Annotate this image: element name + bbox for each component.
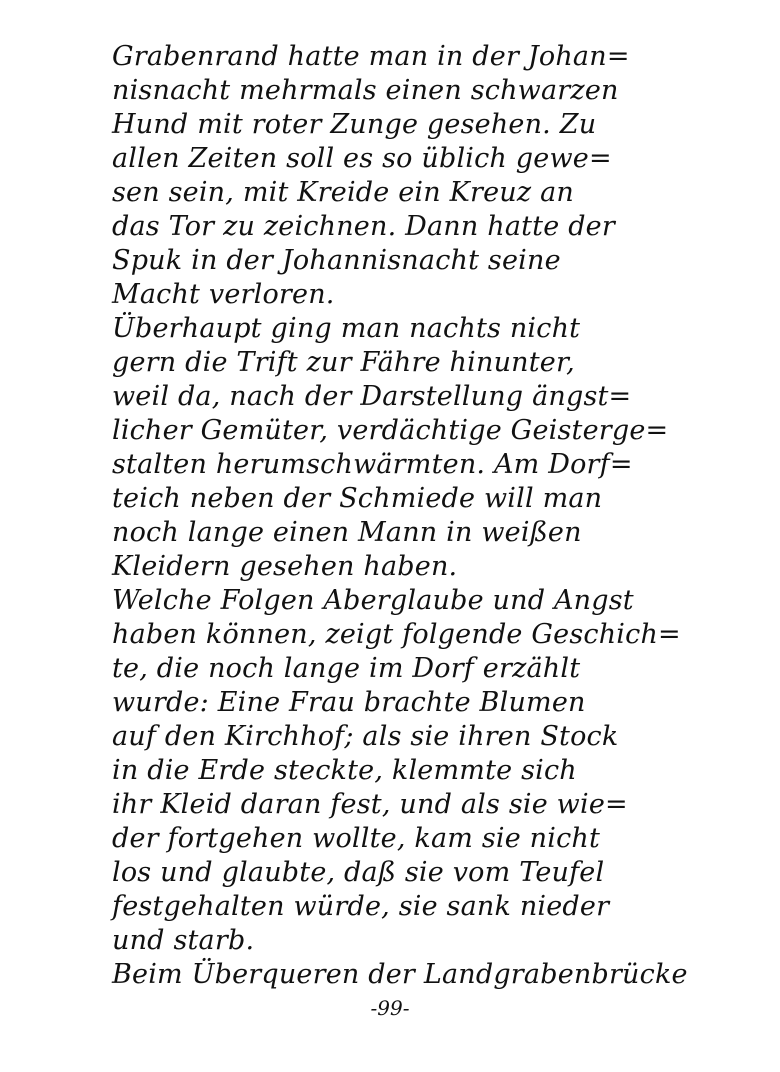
text-line: allen Zeiten soll es so üblich gewe= (112, 143, 612, 174)
handwritten-text-body (112, 40, 752, 992)
text-line: der fortgehen wollte, kam sie nicht (112, 823, 601, 854)
text-line: Macht verloren. (112, 279, 335, 310)
page-number: -99- (370, 996, 410, 1020)
text-line: sen sein, mit Kreide ein Kreuz an (112, 177, 574, 208)
text-line: Beim Überqueren der Landgrabenbrücke (112, 959, 688, 990)
text-line: weil da, nach der Darstellung ängst= (112, 381, 632, 412)
text-line: ihr Kleid daran fest, und als sie wie= (112, 789, 628, 820)
text-line: los und glaubte, daß sie vom Teufel (112, 857, 605, 888)
text-line: Welche Folgen Aberglaube und Angst (112, 585, 634, 616)
text-line: licher Gemüter, verdächtige Geisterge= (112, 415, 669, 446)
text-line: Grabenrand hatte man in der Johan= (112, 41, 630, 72)
text-line: haben können, zeigt folgende Geschich= (112, 619, 681, 650)
text-line: und starb. (112, 925, 255, 956)
text-line: teich neben der Schmiede will man (112, 483, 603, 514)
text-line: te, die noch lange im Dorf erzählt (112, 653, 581, 684)
text-line: gern die Trift zur Fähre hinunter, (112, 347, 575, 378)
text-line: festgehalten würde, sie sank nieder (112, 891, 610, 922)
text-line: Spuk in der Johannisnacht seine (112, 245, 561, 276)
text-line: in die Erde steckte, klemmte sich (112, 755, 577, 786)
text-line: noch lange einen Mann in weißen (112, 517, 582, 548)
text-line: Hund mit roter Zunge gesehen. Zu (112, 109, 597, 140)
text-line: Überhaupt ging man nachts nicht (112, 313, 581, 344)
text-line: nisnacht mehrmals einen schwarzen (112, 75, 619, 106)
text-line: Kleidern gesehen haben. (112, 551, 458, 582)
text-line: stalten herumschwärmten. Am Dorf= (112, 449, 633, 480)
text-line: auf den Kirchhof; als sie ihren Stock (112, 721, 619, 752)
text-line: wurde: Eine Frau brachte Blumen (112, 687, 586, 718)
text-line: das Tor zu zeichnen. Dann hatte der (112, 211, 615, 242)
